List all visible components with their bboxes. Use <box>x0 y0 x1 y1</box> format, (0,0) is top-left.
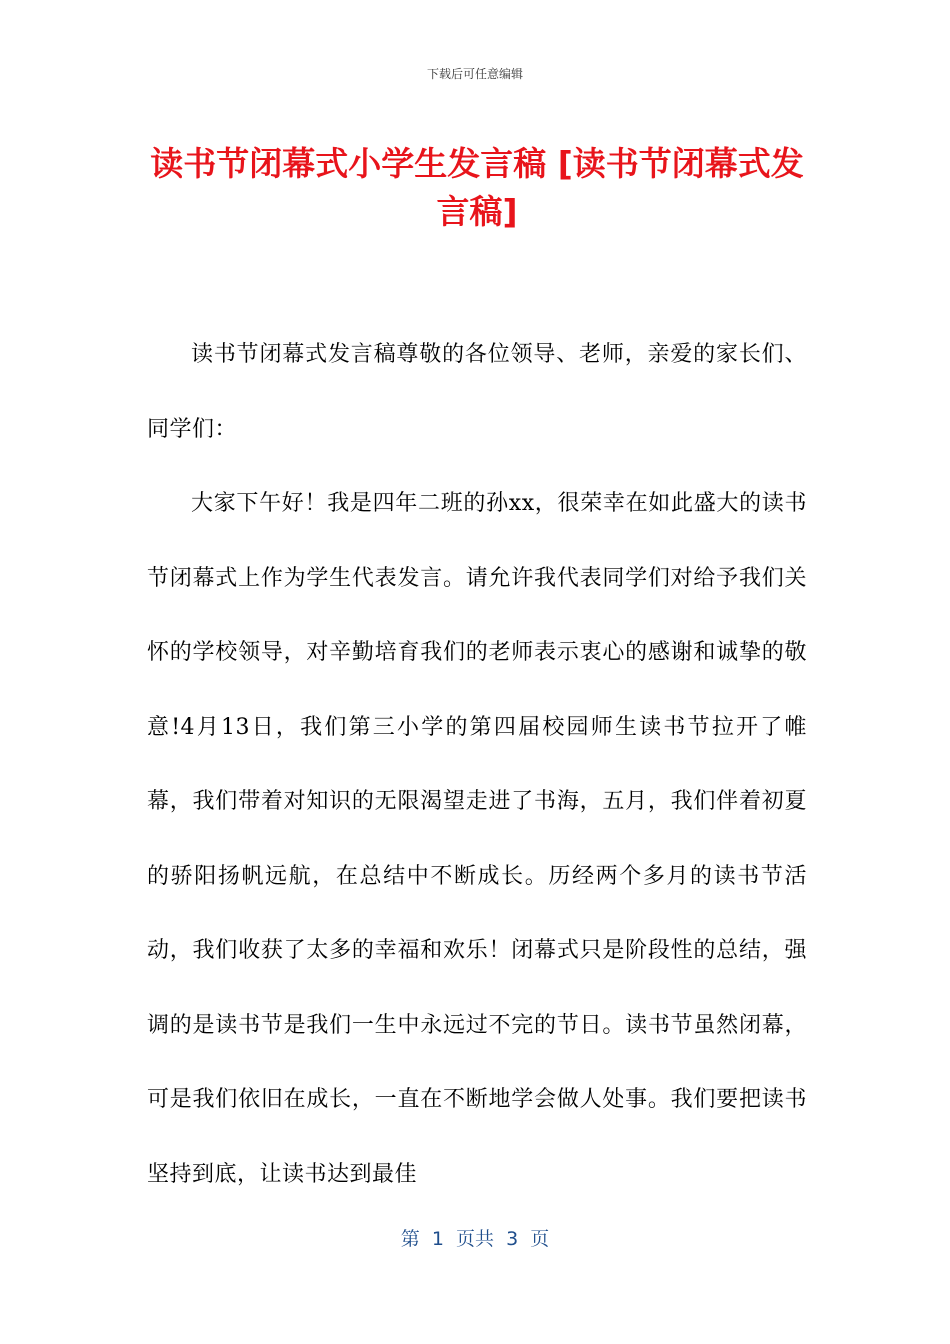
paragraph-greeting: 读书节闭幕式发言稿尊敬的各位领导、老师，亲爱的家长们、同学们： <box>147 342 807 442</box>
paragraph-speech: 大家下午好！我是四年二班的孙xx，很荣幸在如此盛大的读书节闭幕式上作为学生代表发言。请允许我代表同学们对给予我们关怀的学校领导，对辛勤培育我们的老师表示衷心的感谢和诚挚的敬意!4月13日，我们第三小学的第四届校园师生读书节拉开了帷幕，我们带着对知识的无限渴望走进了书海，五月，我们伴着初夏的骄阳扬帆远航，在总结中不断成长。历经两个多月的读书节活动，我们收获了太多的幸福和欢乐！闭幕式只是阶段性的总结，强调的是读书节是我们一生中永远过不完的节日。读书节虽然闭幕，可是我们依旧在成长，一直在不断地学会做人处事。我们要把读书坚持到底，让读书达到最佳 <box>147 491 807 1187</box>
document-body <box>147 318 807 1212</box>
document-title: 读书节闭幕式小学生发言稿 [读书节闭幕式发言稿] <box>150 144 804 231</box>
page-number-footer: 第 1 页共 3 页 <box>400 1228 550 1250</box>
page-header-note: 下载后可任意编辑 <box>426 67 523 81</box>
